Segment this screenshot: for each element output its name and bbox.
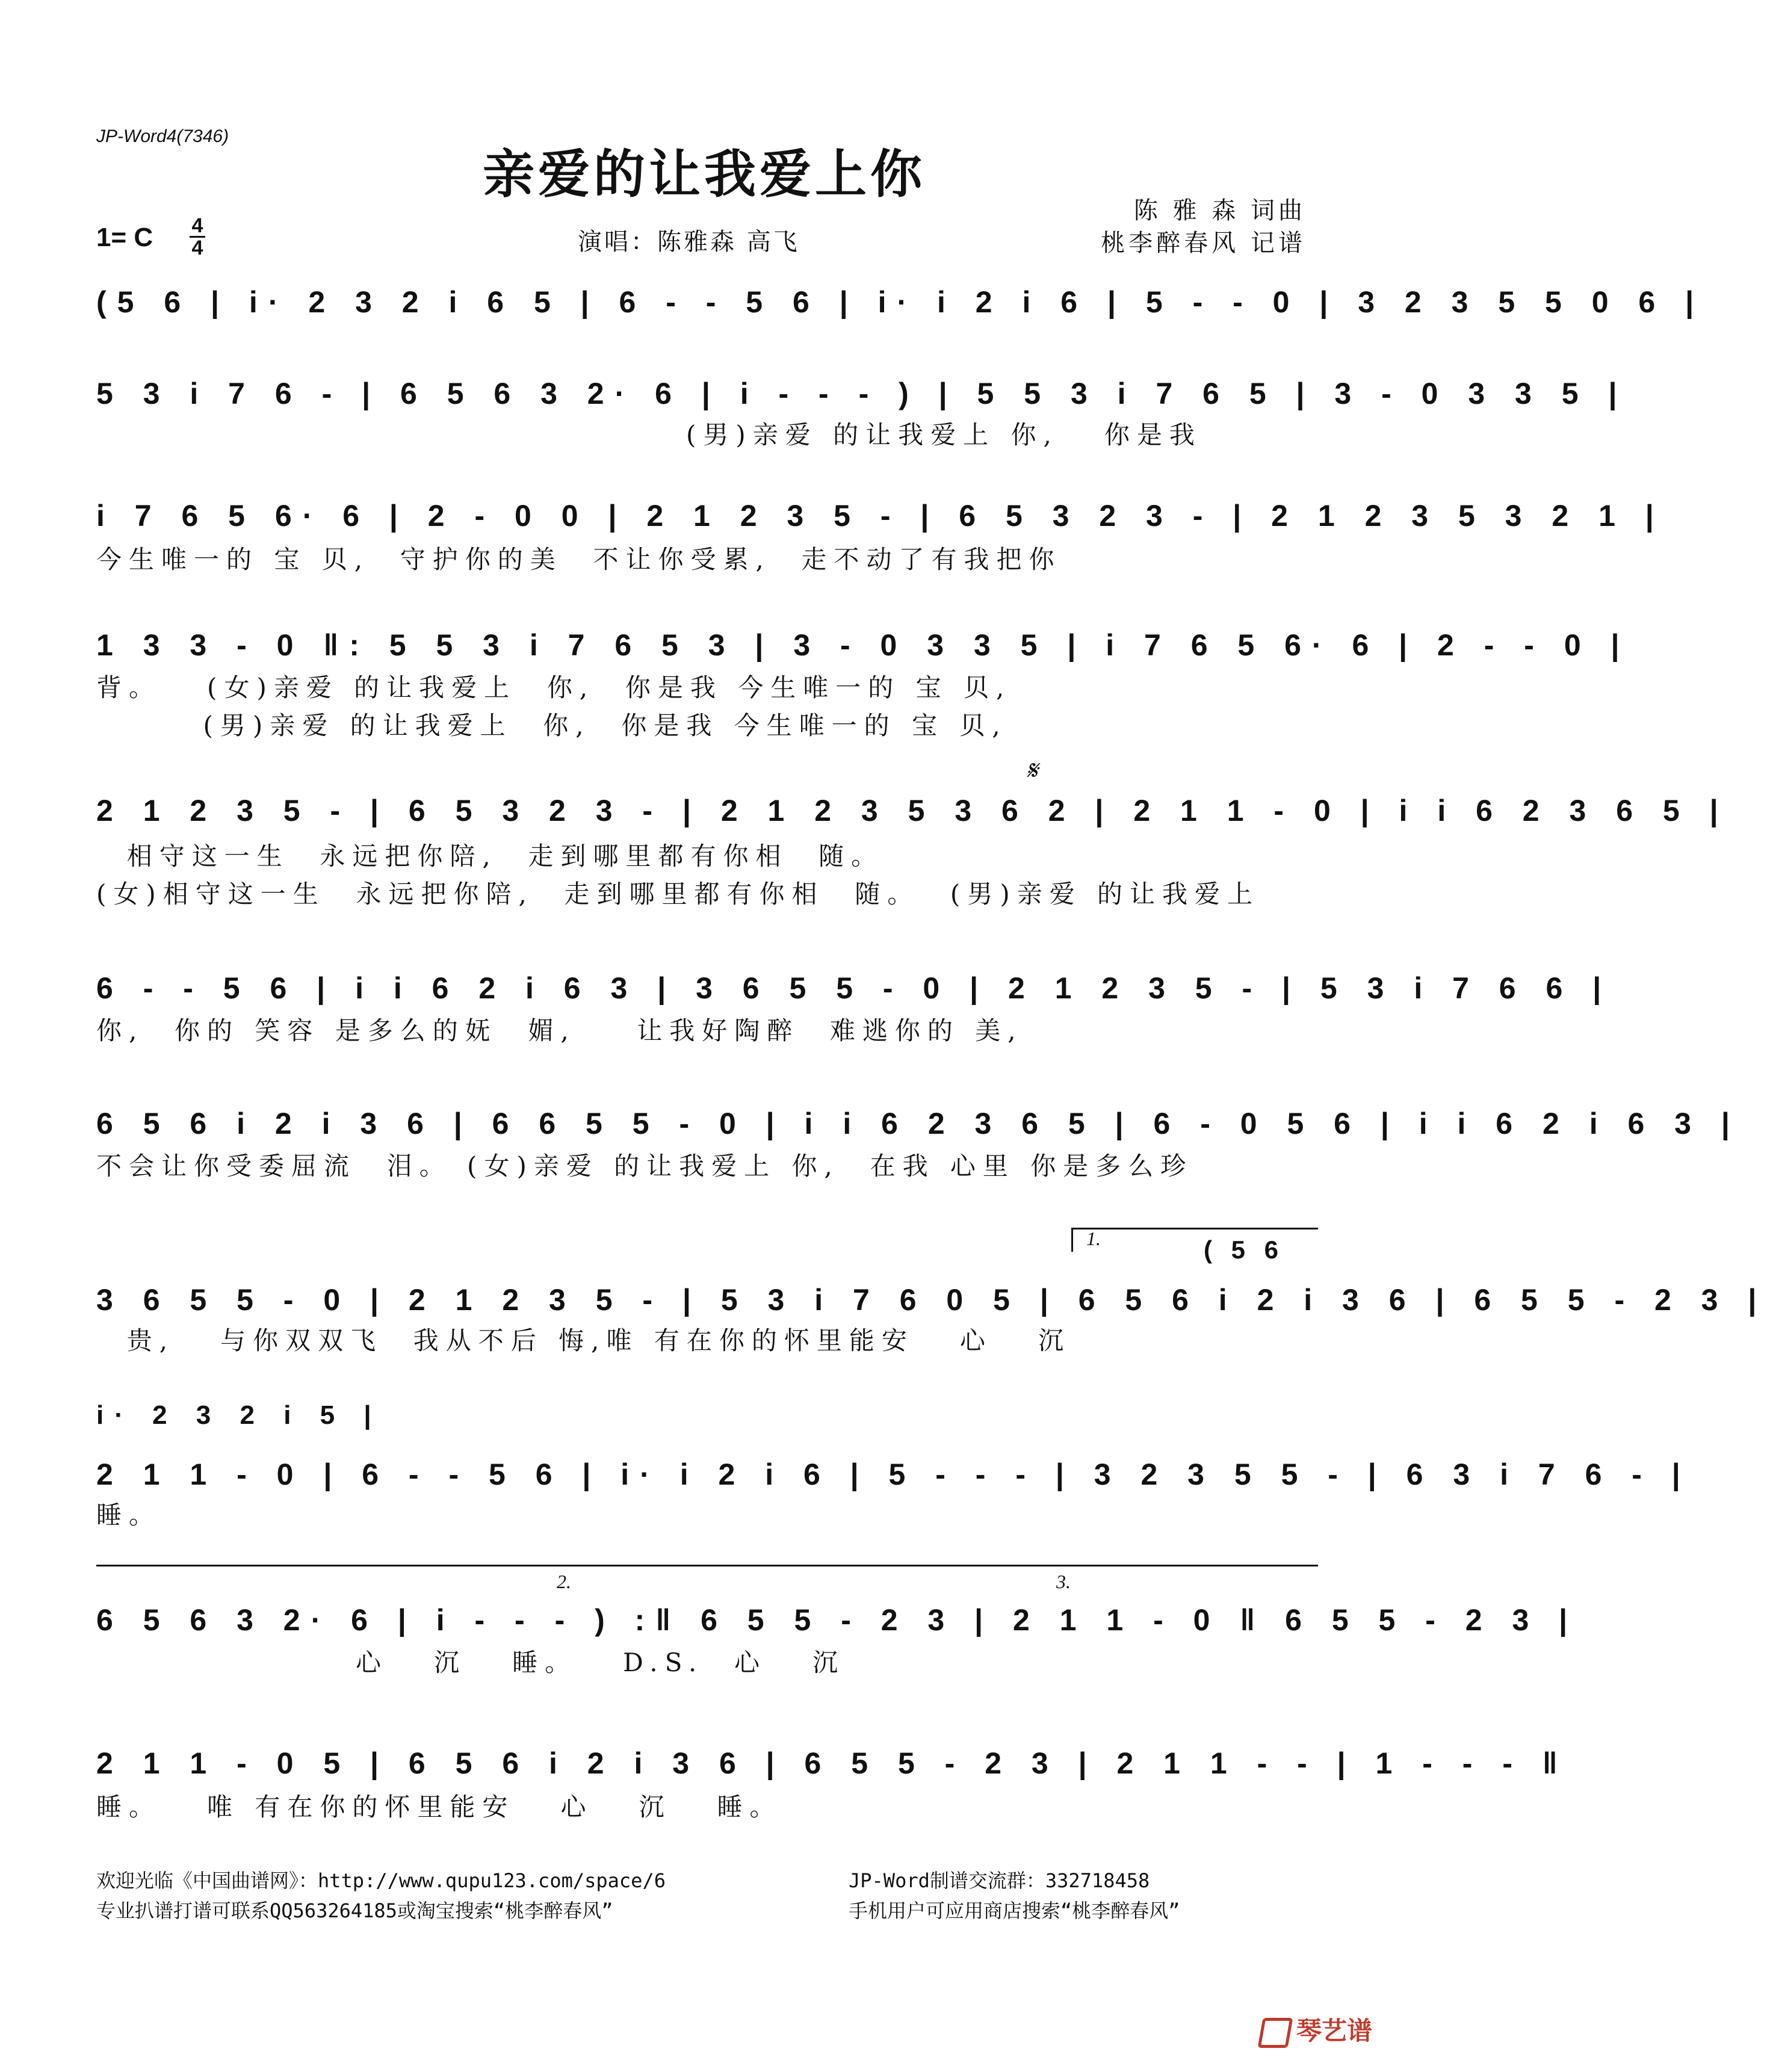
key-signature: 1= C (96, 223, 153, 252)
logo-mark-icon (1258, 2018, 1293, 2048)
volta-bracket-1 (1071, 1228, 1318, 1229)
footer-app-search: 手机用户可应用商店搜索“桃李醉春风” (849, 1899, 1180, 1922)
footer-website: 欢迎光临《中国曲谱网》：http://www.qupu123.com/space/6 (96, 1869, 666, 1892)
score-system-5: 2 1 2 3 5 - | 6 5 3 2 3 - | 2 1 2 3 5 3 6 2 | 2 1 1 - 0 | i i 6 2 3 6 5 | (96, 794, 1729, 827)
edition-label: JP-Word4(7346) (96, 126, 229, 146)
lyric-line: (男)亲爱 的让我爱上 你, 你是我 (686, 420, 1202, 450)
lyricist-composer-credit: 陈 雅 森 词曲 (1133, 197, 1306, 224)
score-system-1: (5 6 | i· 2 3 2 i 6 5 | 6 - - 5 6 | i· i 2 i 6 | 5 - - 0 | 3 2 3 5 5 0 6 | (96, 285, 1705, 319)
segno-sign: 𝄋 (1026, 756, 1038, 785)
lyric-line: 背。 (女)亲爱 的让我爱上 你, 你是我 今生唯一的 宝 贝, (96, 673, 1012, 702)
volta-2-label: 2. (557, 1571, 571, 1592)
score-system-7: 6 5 6 i 2 i 3 6 | 6 6 5 5 - 0 | i i 6 2 3 6 5 | 6 - 0 5 6 | i i 6 2 i 6 3 | (96, 1107, 1741, 1140)
logo: 琴艺谱 (1260, 2011, 1372, 2048)
time-signature (190, 215, 205, 258)
lyric-line: 贵, 与你双双飞 我从不后 悔,唯 有在你的怀里能安 心 沉 (96, 1326, 1071, 1355)
score-system-6: 6 - - 5 6 | i i 6 2 i 6 3 | 3 6 5 5 - 0 | 2 1 2 3 5 - | 5 3 i 7 6 6 | (96, 971, 1612, 1005)
song-title: 亲爱的让我爱上你 (483, 144, 926, 205)
footer-contact: 专业扒谱打谱可联系QQ563264185或淘宝搜索“桃李醉春风” (96, 1899, 613, 1922)
score-system-4: 1 3 3 - 0 ‖: 5 5 3 i 7 6 5 3 | 3 - 0 3 3 5 | i 7 6 5 6· 6 | 2 - - 0 | (96, 628, 1630, 662)
score-system-3: i 7 6 5 6· 6 | 2 - 0 0 | 2 1 2 3 5 - | 6 5 3 2 3 - | 2 1 2 3 5 3 2 1 | (96, 499, 1665, 533)
score-system-11: 2 1 1 - 0 5 | 6 5 6 i 2 i 3 6 | 6 5 5 - 2 3 | 2 1 1 - - | 1 - - - ‖ (96, 1746, 1568, 1780)
lyric-line: 相守这一生 永远把你陪, 走到哪里都有你相 随。 (96, 841, 884, 871)
lyric-line: 你, 你的 笑容 是多么的妩 媚, 让我好陶醉 难逃你的 美, (96, 1016, 1023, 1045)
footer-group: JP-Word制谱交流群：332718458 (849, 1869, 1150, 1892)
score-system-8: 3 6 5 5 - 0 | 2 1 2 3 5 - | 5 3 i 7 6 0 5 | 6 5 6 i 2 i 3 6 | 6 5 5 - 2 3 | (96, 1283, 1767, 1317)
singers-credit: 演唱：陈雅森 高飞 (578, 228, 800, 256)
footer-right (849, 1866, 1180, 1926)
lyric-line: (女)相守这一生 永远把你陪, 走到哪里都有你相 随。 (男)亲爱 的让我爱上 (96, 879, 1260, 909)
time-signature-top: 4 (191, 214, 203, 237)
staff-rule (96, 1565, 1318, 1566)
lyric-line: 睡。 (96, 1500, 162, 1530)
volta-bracket-1-edge (1071, 1228, 1073, 1252)
score-system-10: 6 5 6 3 2· 6 | i - - - ) :‖ 6 5 5 - 2 3 | 2 1 1 - 0 ‖ 6 5 5 - 2 3 | (96, 1603, 1579, 1637)
lyric-line: 心 沉 睡。 D.S. 心 沉 (96, 1648, 846, 1677)
lyric-line: 睡。 唯 有在你的怀里能安 心 沉 睡。 (96, 1792, 782, 1822)
transcriber-credit: 桃李醉春风 记谱 (1101, 229, 1306, 257)
footer-left (96, 1866, 666, 1926)
lyric-line: 不会让你受委屈流 泪。 (女)亲爱 的让我爱上 你, 在我 心里 你是多么珍 (96, 1151, 1193, 1181)
volta-3-label: 3. (1056, 1571, 1071, 1592)
volta-1-label: 1. (1086, 1228, 1101, 1249)
lyric-line: (男)亲爱 的让我爱上 你, 你是我 今生唯一的 宝 贝, (96, 711, 1007, 740)
score-system-2: 5 3 i 7 6 - | 6 5 6 3 2· 6 | i - - - ) | 5 5 3 i 7 6 5 | 3 - 0 3 3 5 | (96, 377, 1628, 410)
lyric-line: 今生唯一的 宝 贝, 守护你的美 不让你受累, 走不动了有我把你 (96, 545, 1062, 574)
score-system-9: 2 1 1 - 0 | 6 - - 5 6 | i· i 2 i 6 | 5 - - - | 3 2 3 5 5 - | 6 3 i 7 6 - | (96, 1458, 1691, 1491)
time-signature-bottom: 4 (191, 237, 203, 259)
volta-1-pickup: ( 5 6 (1204, 1235, 1285, 1264)
upper-notes: i· 2 3 2 i 5 | (96, 1400, 382, 1430)
